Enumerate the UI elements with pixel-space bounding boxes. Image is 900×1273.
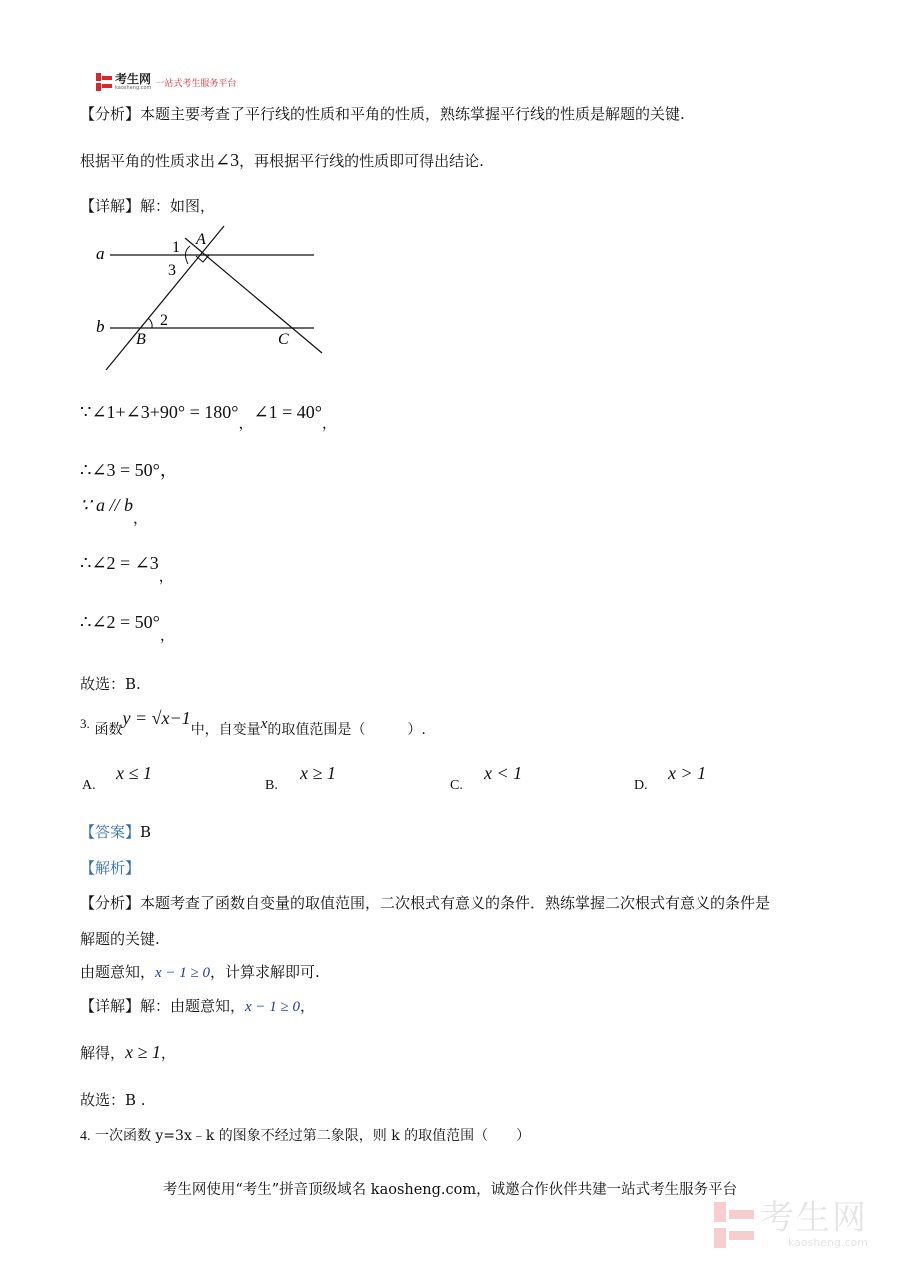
label-point-A: A — [196, 231, 206, 248]
q3-answer — [80, 822, 151, 842]
q3-option-a-label: A. — [82, 778, 96, 793]
q4-stem-text: 一次函数 y=3x﹣k 的图象不经过第二象限，则 k 的取值范围（ ） — [94, 1128, 531, 1144]
q3-number: 3. — [80, 716, 90, 731]
q3-solve — [80, 1042, 176, 1063]
watermark — [714, 1200, 868, 1249]
q3-reason-pre: 由题意知， — [80, 963, 156, 981]
q2-step3-end: ， — [132, 509, 148, 527]
q3-option-a-value: x ≤ 1 — [116, 763, 152, 783]
q3-option-b-label: B. — [265, 778, 278, 793]
watermark-name: 考生网 — [760, 1198, 868, 1238]
q3-stem-pre: 函数 — [94, 722, 123, 738]
q4-number: 4. — [80, 1129, 91, 1144]
q3-analysis-line1: 【分析】本题考查了函数自变量的取值范围，二次根式有意义的条件．熟练掌握二次根式有意义的条件是 — [80, 894, 771, 912]
q2-step5 — [80, 612, 175, 644]
q2-analysis-math: ∠3 — [215, 150, 240, 170]
q3-stem — [80, 708, 426, 738]
q3-detail-pre: 【详解】解：由题意知， — [80, 997, 246, 1015]
q3-stem-var: x — [260, 716, 268, 732]
watermark-logo-icon — [714, 1202, 754, 1248]
q2-step2: ∴∠3 = 50°， — [80, 460, 178, 480]
q2-step4-end: ， — [158, 567, 174, 585]
q3-option-c-label: C. — [450, 778, 463, 793]
q3-reason — [80, 962, 320, 983]
angle-arc-2 — [148, 318, 152, 328]
logo-name: 考生网 — [115, 72, 152, 86]
q3-answer-line: 故选：B . — [80, 1091, 146, 1109]
label-point-B: B — [136, 331, 146, 348]
parallel-lines-diagram — [90, 222, 330, 372]
q2-step1-sep: ， — [238, 414, 254, 432]
q2-analysis-pre: 根据平角的性质求出 — [80, 152, 216, 170]
q3-detail-math: x − 1 ≥ 0 — [245, 999, 301, 1015]
q3-option-d-label: D. — [634, 778, 648, 793]
label-a: a — [96, 244, 105, 263]
q2-step4 — [80, 553, 174, 585]
q4-stem — [80, 1126, 530, 1147]
q3-option-c-value: x < 1 — [484, 763, 523, 783]
logo-icon — [96, 73, 112, 91]
q3-stem-math: y = √x−1 — [122, 708, 191, 728]
q2-step1-eq1: ∵∠1+∠3+90° = 180° — [80, 402, 239, 422]
q3-option-b-value: x ≥ 1 — [300, 763, 336, 783]
label-b: b — [96, 317, 105, 336]
page-footer: 考生网使用“考生”拼音顶级域名 kaosheng.com，诚邀合作伙伴共建一站式考生服务平台 — [162, 1182, 738, 1198]
q3-stem-post: 的取值范围是（ ）. — [267, 722, 426, 738]
q3-explain-tag: 【解析】 — [80, 859, 141, 877]
q2-step3 — [80, 495, 148, 527]
q3-reason-math: x − 1 ≥ 0 — [155, 965, 211, 981]
q2-step1 — [80, 402, 337, 432]
q3-answer-tag: 【答案】 — [80, 823, 141, 841]
q2-step5-end: ， — [159, 626, 175, 644]
q3-option-d-value: x > 1 — [668, 763, 707, 783]
q3-answer-value: B — [140, 823, 152, 841]
q2-analysis-line2 — [80, 150, 484, 171]
q2-step1-eq2: ∠1 = 40° — [253, 402, 322, 422]
label-angle-3: 3 — [168, 262, 176, 279]
q2-analysis-post: ，再根据平行线的性质即可得出结论. — [239, 152, 484, 170]
header-logo — [96, 72, 236, 92]
q3-analysis-line2: 解题的关键. — [80, 930, 160, 948]
q2-answer-line: 故选：B. — [80, 675, 141, 693]
q2-analysis-line1: 【分析】本题主要考查了平行线的性质和平角的性质，熟练掌握平行线的性质是解题的关键. — [80, 105, 685, 123]
q3-reason-post: ，计算求解即可. — [210, 963, 320, 981]
q2-step1-end: ， — [321, 414, 337, 432]
q3-solve-post: ， — [160, 1044, 176, 1062]
header-slogan: 一站式考生服务平台 — [155, 78, 237, 89]
label-angle-1: 1 — [172, 239, 180, 256]
label-point-C: C — [278, 331, 289, 348]
q3-stem-mid: 中，自变量 — [190, 722, 261, 738]
q3-solve-math: x ≥ 1 — [125, 1042, 161, 1062]
label-angle-2: 2 — [160, 312, 168, 329]
q2-detail-label: 【详解】解：如图， — [80, 197, 216, 215]
q3-detail — [80, 996, 315, 1017]
q3-solve-pre: 解得， — [80, 1044, 126, 1062]
line-AB — [106, 226, 224, 370]
q2-step3-eq: ∵ a // b — [80, 495, 133, 515]
q3-detail-post: ， — [300, 997, 316, 1015]
q2-step5-eq: ∴∠2 = 50° — [80, 612, 160, 632]
watermark-domain: kaosheng.com — [787, 1236, 868, 1249]
q2-step4-eq: ∴∠2 = ∠3 — [80, 553, 159, 573]
logo-domain: kaosheng.com — [115, 85, 152, 91]
